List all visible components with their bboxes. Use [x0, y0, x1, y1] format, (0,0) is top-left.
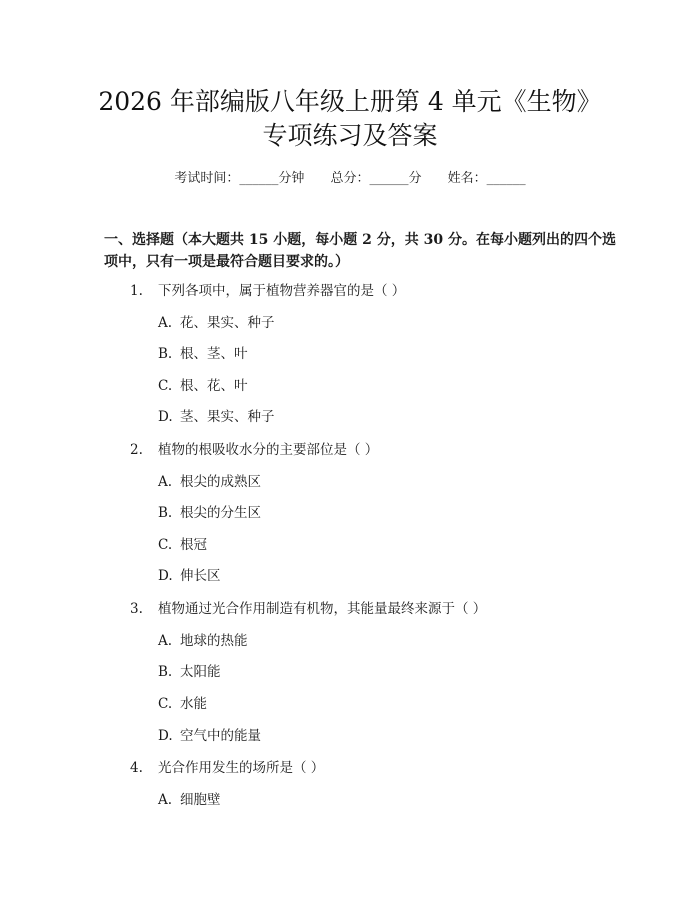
option-text: 伸长区: [180, 568, 221, 584]
exam-info: [0, 170, 700, 188]
option-text: 根尖的分生区: [180, 505, 261, 521]
option-letter: D.: [158, 568, 173, 584]
question-number: 3.: [130, 601, 143, 617]
option-letter: B.: [158, 664, 173, 680]
option: [158, 567, 221, 585]
option: [158, 408, 275, 426]
option: [158, 727, 261, 745]
option-letter: A.: [158, 315, 173, 331]
option-letter: C.: [158, 696, 173, 712]
student-name: [448, 170, 526, 188]
option: [158, 663, 221, 681]
option-text: 太阳能: [180, 664, 221, 680]
page-title: 2026 年部编版八年级上册第 4 单元《生物》: [98, 87, 602, 116]
option-text: 根冠: [180, 537, 207, 553]
option-text: 根、茎、叶: [180, 346, 248, 362]
option-text: 根、花、叶: [180, 378, 248, 394]
page-subtitle: 专项练习及答案: [262, 121, 438, 150]
question-text: 植物通过光合作用制造有机物，其能量最终来源于（ ）: [158, 601, 487, 617]
option: [158, 695, 207, 713]
question-text: 下列各项中，属于植物营养器官的是（ ）: [158, 283, 406, 299]
option-letter: A.: [158, 633, 173, 649]
option: [158, 536, 207, 554]
option-letter: B.: [158, 346, 173, 362]
option: [158, 504, 261, 522]
option-letter: D.: [158, 728, 173, 744]
option: [158, 377, 248, 395]
option: [158, 473, 261, 491]
option-text: 茎、果实、种子: [180, 409, 275, 425]
option-letter: D.: [158, 409, 173, 425]
option-text: 地球的热能: [180, 633, 248, 649]
name-label: 姓名：: [447, 171, 487, 186]
score-label: 总分：: [330, 171, 370, 186]
option-letter: C.: [158, 378, 173, 394]
name-blank: ______: [486, 171, 526, 186]
section-heading-line: 一、选择题（本大题共 15 小题，每小题 2 分，共 30 分。在每小题列出的四个选: [104, 232, 616, 248]
option-letter: C.: [158, 537, 173, 553]
option-text: 细胞壁: [180, 792, 221, 808]
question-number: 4.: [130, 760, 143, 776]
score-blank: ______: [369, 171, 409, 186]
option-text: 花、果实、种子: [180, 315, 275, 331]
score-unit: 分: [408, 171, 422, 186]
option: [158, 632, 248, 650]
option: [158, 791, 221, 809]
exam-time: [174, 170, 304, 188]
question-number: 1.: [130, 283, 143, 299]
option-text: 水能: [180, 696, 207, 712]
option-letter: A.: [158, 792, 173, 808]
option-letter: A.: [158, 474, 173, 490]
option-letter: B.: [158, 505, 173, 521]
question-text: 植物的根吸收水分的主要部位是（ ）: [158, 442, 379, 458]
section-heading-line: 项中，只有一项是最符合题目要求的。）: [104, 254, 349, 270]
question-text: 光合作用发生的场所是（ ）: [158, 760, 325, 776]
option-text: 空气中的能量: [180, 728, 261, 744]
time-unit: 分钟: [278, 171, 305, 186]
total-score: [330, 170, 421, 188]
question-number: 2.: [130, 442, 143, 458]
time-label: 考试时间：: [174, 171, 240, 186]
time-blank: ______: [239, 171, 279, 186]
option-text: 根尖的成熟区: [180, 474, 261, 490]
option: [158, 314, 275, 332]
option: [158, 345, 248, 363]
section-heading: [104, 229, 616, 273]
